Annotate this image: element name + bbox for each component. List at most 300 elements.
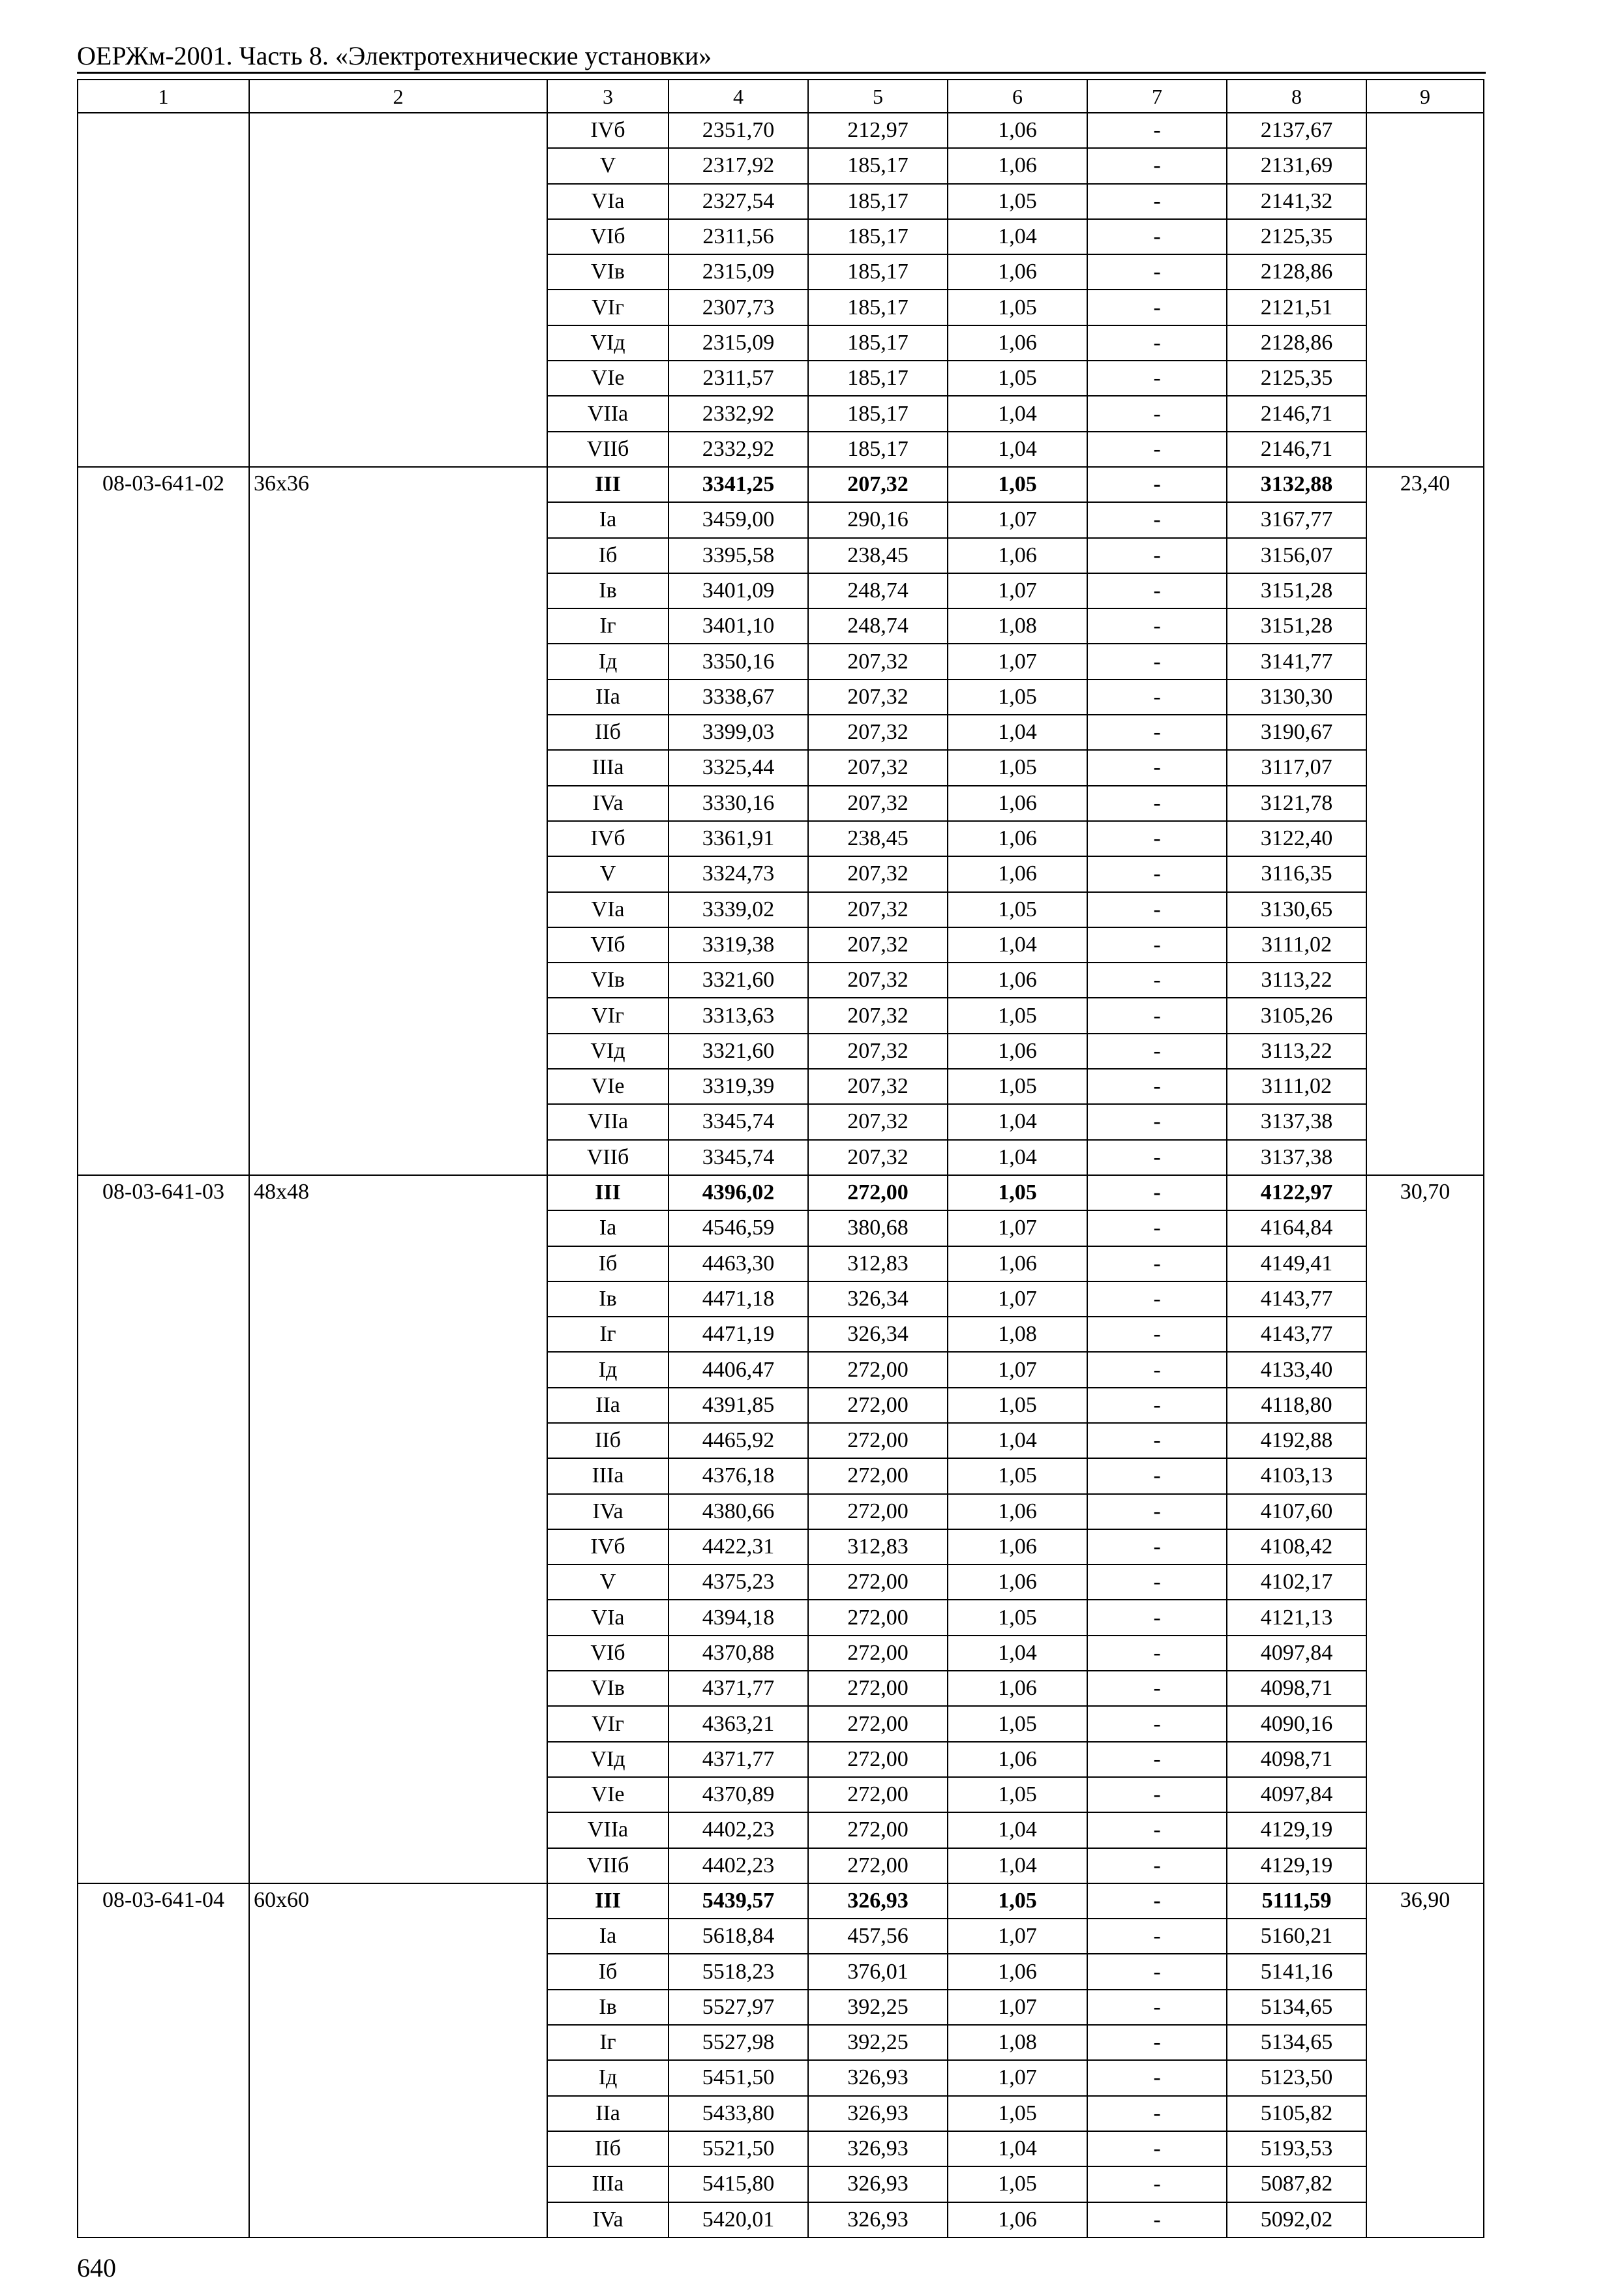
table-cell: VIб [547, 1636, 669, 1671]
table-cell: - [1087, 1210, 1227, 1246]
table-cell: 272,00 [808, 1777, 948, 1812]
table-cell: 4375,23 [669, 1564, 808, 1600]
table-cell: VIe [547, 1069, 669, 1104]
table-cell: Iв [547, 1281, 669, 1317]
table-cell: 1,04 [948, 1812, 1087, 1848]
table-cell: 380,68 [808, 1210, 948, 1246]
table-cell: 1,07 [948, 502, 1087, 537]
price-table [77, 79, 1484, 2238]
table-cell: 5092,02 [1227, 2202, 1366, 2237]
table-cell: 1,06 [948, 1742, 1087, 1777]
table-cell: 1,07 [948, 1990, 1087, 2025]
table-cell: 207,32 [808, 467, 948, 502]
table-cell: Iв [547, 1990, 669, 2025]
table-cell: 1,05 [948, 1706, 1087, 1741]
table-cell: 4402,23 [669, 1848, 808, 1883]
table-cell: - [1087, 963, 1227, 998]
table-cell: 272,00 [808, 1423, 948, 1458]
table-cell: 207,32 [808, 1069, 948, 1104]
table-cell: 4097,84 [1227, 1636, 1366, 1671]
table-cell: - [1087, 1883, 1227, 1919]
table-cell: 1,06 [948, 1494, 1087, 1529]
table-cell: 3324,73 [669, 856, 808, 891]
table-cell: 5420,01 [669, 2202, 808, 2237]
table-cell: 4107,60 [1227, 1494, 1366, 1529]
table-cell: Iд [547, 644, 669, 679]
table-cell: 4149,41 [1227, 1246, 1366, 1281]
table-cell: 185,17 [808, 325, 948, 361]
table-cell: - [1087, 1777, 1227, 1812]
table-cell: 4465,92 [669, 1423, 808, 1458]
table-cell: 185,17 [808, 254, 948, 290]
table-cell: 5433,80 [669, 2096, 808, 2131]
table-cell: 1,04 [948, 1140, 1087, 1175]
table-cell: Iг [547, 1317, 669, 1352]
table-cell: - [1087, 1317, 1227, 1352]
table-cell: 1,05 [948, 1388, 1087, 1423]
table-cell: - [1087, 644, 1227, 679]
table-cell: - [1087, 1671, 1227, 1706]
table-cell: 4391,85 [669, 1388, 808, 1423]
table-cell: - [1087, 2096, 1227, 2131]
table-cell: Ia [547, 1210, 669, 1246]
table-cell: 185,17 [808, 290, 948, 325]
table-cell: 207,32 [808, 892, 948, 927]
table-cell: 248,74 [808, 573, 948, 608]
table-cell: - [1087, 325, 1227, 361]
table-cell: 185,17 [808, 396, 948, 431]
table-cell: 272,00 [808, 1352, 948, 1387]
table-cell: 326,34 [808, 1281, 948, 1317]
header-rule [77, 72, 1486, 74]
table-cell: 1,06 [948, 1954, 1087, 1989]
table-cell: 4370,89 [669, 1777, 808, 1812]
table-cell: 326,34 [808, 1317, 948, 1352]
table-cell: - [1087, 1458, 1227, 1493]
table-cell: 3130,65 [1227, 892, 1366, 927]
table-cell: 4121,13 [1227, 1600, 1366, 1635]
table-cell: IIб [547, 1423, 669, 1458]
table-cell: 272,00 [808, 1812, 948, 1848]
table-cell: III [547, 1883, 669, 1919]
table-cell: 1,04 [948, 1636, 1087, 1671]
table-cell: 3313,63 [669, 998, 808, 1033]
item-size-cell: 48x48 [249, 1175, 547, 1883]
table-cell: 3338,67 [669, 680, 808, 715]
table-cell: 326,93 [808, 2131, 948, 2166]
table-cell: 3341,25 [669, 467, 808, 502]
table-cell: 4471,19 [669, 1317, 808, 1352]
table-cell: 2125,35 [1227, 361, 1366, 396]
table-cell: 272,00 [808, 1848, 948, 1883]
table-cell: 1,07 [948, 1281, 1087, 1317]
table-cell: 3361,91 [669, 821, 808, 856]
table-cell: 1,04 [948, 927, 1087, 963]
table-cell: 3167,77 [1227, 502, 1366, 537]
table-cell: 1,04 [948, 1423, 1087, 1458]
table-cell: 207,32 [808, 680, 948, 715]
table-row [78, 1175, 1484, 1210]
table-cell: - [1087, 1600, 1227, 1635]
table-cell: V [547, 856, 669, 891]
table-cell: 1,06 [948, 1671, 1087, 1706]
table-cell: Iд [547, 2060, 669, 2095]
table-cell: - [1087, 1954, 1227, 1989]
table-cell: 326,93 [808, 2060, 948, 2095]
table-cell: 3345,74 [669, 1104, 808, 1139]
table-cell: Iд [547, 1352, 669, 1387]
table-cell: VIe [547, 361, 669, 396]
table-cell: 4143,77 [1227, 1281, 1366, 1317]
table-cell: 2128,86 [1227, 325, 1366, 361]
table-cell: 1,05 [948, 467, 1087, 502]
table-cell: 1,05 [948, 1175, 1087, 1210]
table-cell: - [1087, 1104, 1227, 1139]
item-code-cell: 08-03-641-02 [78, 467, 249, 1175]
table-cell: 3105,26 [1227, 998, 1366, 1033]
table-cell: 4103,13 [1227, 1458, 1366, 1493]
table-cell: 2146,71 [1227, 432, 1366, 467]
table-cell: - [1087, 892, 1227, 927]
column-header: 8 [1227, 80, 1366, 113]
table-cell: VIб [547, 927, 669, 963]
table-cell: VIIa [547, 1104, 669, 1139]
table-cell: 2351,70 [669, 113, 808, 148]
table-cell: 2125,35 [1227, 219, 1366, 254]
table-cell: 5193,53 [1227, 2131, 1366, 2166]
table-cell: - [1087, 1281, 1227, 1317]
table-cell: 207,32 [808, 998, 948, 1033]
table-cell: 3339,02 [669, 892, 808, 927]
table-cell: 3117,07 [1227, 750, 1366, 785]
table-cell: 4396,02 [669, 1175, 808, 1210]
table-cell: Iб [547, 1954, 669, 1989]
table-cell: 4133,40 [1227, 1352, 1366, 1387]
table-cell: V [547, 148, 669, 183]
table-cell: 326,93 [808, 2202, 948, 2237]
table-cell: 1,04 [948, 715, 1087, 750]
table-cell: IIIa [547, 2166, 669, 2202]
table-cell: - [1087, 1742, 1227, 1777]
table-cell: IVб [547, 113, 669, 148]
table-cell: 207,32 [808, 786, 948, 821]
table-cell: 3319,39 [669, 1069, 808, 1104]
table-cell: 185,17 [808, 432, 948, 467]
table-cell: 2128,86 [1227, 254, 1366, 290]
table-cell: 4402,23 [669, 1812, 808, 1848]
table-cell: 4406,47 [669, 1352, 808, 1387]
table-cell: - [1087, 608, 1227, 644]
table-cell: 2141,32 [1227, 184, 1366, 219]
table-cell: 4394,18 [669, 1600, 808, 1635]
table-cell: 207,32 [808, 1140, 948, 1175]
table-cell: VIIб [547, 432, 669, 467]
table-cell: IIб [547, 715, 669, 750]
table-cell: 4422,31 [669, 1529, 808, 1564]
table-cell: - [1087, 821, 1227, 856]
table-cell: VIa [547, 892, 669, 927]
table-cell: IIa [547, 680, 669, 715]
table-cell: - [1087, 715, 1227, 750]
table-cell: 4090,16 [1227, 1706, 1366, 1741]
table-cell: VIб [547, 219, 669, 254]
table-cell: - [1087, 1069, 1227, 1104]
table-cell: 272,00 [808, 1671, 948, 1706]
table-cell: VIв [547, 254, 669, 290]
table-cell: 1,04 [948, 1848, 1087, 1883]
table-cell: 207,32 [808, 963, 948, 998]
table-cell: 3325,44 [669, 750, 808, 785]
table-cell: - [1087, 113, 1227, 148]
table-cell: 4118,80 [1227, 1388, 1366, 1423]
table-cell: 272,00 [808, 1742, 948, 1777]
table-cell: 238,45 [808, 538, 948, 573]
table-cell: VIIa [547, 1812, 669, 1848]
table-cell: 4371,77 [669, 1671, 808, 1706]
table-cell: 1,05 [948, 1458, 1087, 1493]
table-cell: 1,05 [948, 1600, 1087, 1635]
table-cell: VIIб [547, 1848, 669, 1883]
table-cell: 3121,78 [1227, 786, 1366, 821]
table-cell: 3321,60 [669, 1034, 808, 1069]
table-cell: 1,05 [948, 892, 1087, 927]
table-cell: 1,05 [948, 290, 1087, 325]
column-header: 5 [808, 80, 948, 113]
table-cell: 457,56 [808, 1919, 948, 1954]
table-cell: 4122,97 [1227, 1175, 1366, 1210]
table-cell: Iб [547, 538, 669, 573]
table-cell: - [1087, 502, 1227, 537]
table-cell: IVб [547, 821, 669, 856]
table-cell: 4164,84 [1227, 1210, 1366, 1246]
table-cell: 1,07 [948, 2060, 1087, 2095]
table-cell: 185,17 [808, 184, 948, 219]
table-cell: - [1087, 184, 1227, 219]
table-cell: 5123,50 [1227, 2060, 1366, 2095]
table-cell: 392,25 [808, 1990, 948, 2025]
column-header: 4 [669, 80, 808, 113]
table-cell: 1,06 [948, 1564, 1087, 1600]
table-cell: 1,05 [948, 750, 1087, 785]
table-cell: 3190,67 [1227, 715, 1366, 750]
table-cell: 1,05 [948, 1883, 1087, 1919]
table-cell: 2315,09 [669, 254, 808, 290]
table-cell: 1,06 [948, 254, 1087, 290]
table-cell: 1,04 [948, 1104, 1087, 1139]
table-cell: VIa [547, 1600, 669, 1635]
item-size-cell: 36x36 [249, 467, 547, 1175]
table-cell: - [1087, 2166, 1227, 2202]
table-cell: - [1087, 1494, 1227, 1529]
table-cell: 3321,60 [669, 963, 808, 998]
table-row [78, 1883, 1484, 1919]
table-cell: 3151,28 [1227, 608, 1366, 644]
table-cell: Ia [547, 1919, 669, 1954]
column-header: 3 [547, 80, 669, 113]
table-cell: 207,32 [808, 927, 948, 963]
table-cell: - [1087, 573, 1227, 608]
table-cell: 1,04 [948, 2131, 1087, 2166]
table-cell: VIIб [547, 1140, 669, 1175]
table-cell: Ia [547, 502, 669, 537]
table-cell: 5105,82 [1227, 2096, 1366, 2131]
item-col9-cell: 36,90 [1366, 1883, 1484, 2237]
item-col9-cell: 23,40 [1366, 467, 1484, 1175]
table-cell: - [1087, 1919, 1227, 1954]
table-cell: - [1087, 396, 1227, 431]
table-cell: 5087,82 [1227, 2166, 1366, 2202]
table-cell: 238,45 [808, 821, 948, 856]
table-cell: 4102,17 [1227, 1564, 1366, 1600]
table-cell: 3151,28 [1227, 573, 1366, 608]
table-cell: - [1087, 2025, 1227, 2060]
table-cell: 3116,35 [1227, 856, 1366, 891]
table-cell: 272,00 [808, 1494, 948, 1529]
table-cell: 392,25 [808, 2025, 948, 2060]
table-cell: 5141,16 [1227, 1954, 1366, 1989]
table-cell: VIe [547, 1777, 669, 1812]
table-cell: 1,06 [948, 786, 1087, 821]
page-number: 640 [77, 2253, 116, 2282]
table-cell: - [1087, 786, 1227, 821]
table-cell: VIг [547, 1706, 669, 1741]
table-cell: - [1087, 432, 1227, 467]
table-cell: 5111,59 [1227, 1883, 1366, 1919]
table-cell: - [1087, 1990, 1227, 2025]
column-header: 1 [78, 80, 249, 113]
table-cell: 326,93 [808, 2096, 948, 2131]
table-cell: 207,32 [808, 750, 948, 785]
table-cell: - [1087, 148, 1227, 183]
table-cell: - [1087, 2060, 1227, 2095]
table-cell: IVб [547, 1529, 669, 1564]
table-cell: 1,06 [948, 1246, 1087, 1281]
table-cell: VIг [547, 998, 669, 1033]
table-cell: 1,08 [948, 2025, 1087, 2060]
table-cell: 1,05 [948, 1777, 1087, 1812]
table-cell: - [1087, 1034, 1227, 1069]
table-cell: VIIa [547, 396, 669, 431]
table-cell: 2311,56 [669, 219, 808, 254]
table-cell: V [547, 1564, 669, 1600]
table-cell: Iб [547, 1246, 669, 1281]
table-cell: 1,06 [948, 538, 1087, 573]
table-cell: - [1087, 254, 1227, 290]
table-cell: 185,17 [808, 219, 948, 254]
table-cell: 1,07 [948, 644, 1087, 679]
table-cell: 1,05 [948, 2166, 1087, 2202]
table-cell: 3350,16 [669, 644, 808, 679]
table-cell: 1,04 [948, 396, 1087, 431]
table-cell: 3122,40 [1227, 821, 1366, 856]
table-cell: 1,06 [948, 113, 1087, 148]
table-cell: 272,00 [808, 1636, 948, 1671]
table-cell: 207,32 [808, 644, 948, 679]
table-cell: - [1087, 538, 1227, 573]
table-cell: Iг [547, 608, 669, 644]
table-cell: 5415,80 [669, 2166, 808, 2202]
table-cell: - [1087, 1564, 1227, 1600]
table-cell: - [1087, 1812, 1227, 1848]
table-cell: 3111,02 [1227, 1069, 1366, 1104]
table-cell: 2327,54 [669, 184, 808, 219]
table-cell: 5451,50 [669, 2060, 808, 2095]
table-cell: 2315,09 [669, 325, 808, 361]
table-cell: 4097,84 [1227, 1777, 1366, 1812]
table-cell: - [1087, 1636, 1227, 1671]
table-cell: III [547, 467, 669, 502]
table-row [78, 467, 1484, 502]
table-cell: 5134,65 [1227, 1990, 1366, 2025]
table-cell: 2137,67 [1227, 113, 1366, 148]
table-cell: 207,32 [808, 856, 948, 891]
table-cell: 272,00 [808, 1175, 948, 1210]
table-cell: 1,06 [948, 821, 1087, 856]
table-cell: 4098,71 [1227, 1671, 1366, 1706]
table-cell: - [1087, 1175, 1227, 1210]
table-cell: 272,00 [808, 1388, 948, 1423]
table-cell: VIд [547, 1034, 669, 1069]
table-cell: - [1087, 1529, 1227, 1564]
table-cell: 2146,71 [1227, 396, 1366, 431]
table-cell: Iв [547, 573, 669, 608]
table-cell: 3156,07 [1227, 538, 1366, 573]
table-cell: 2317,92 [669, 148, 808, 183]
table-cell: - [1087, 361, 1227, 396]
table-cell: 5527,97 [669, 1990, 808, 2025]
table-cell: IIб [547, 2131, 669, 2166]
table-cell: 1,04 [948, 432, 1087, 467]
column-header: 7 [1087, 80, 1227, 113]
table-cell: 1,05 [948, 1069, 1087, 1104]
table-cell: 4370,88 [669, 1636, 808, 1671]
table-cell: IIIa [547, 750, 669, 785]
table-cell: - [1087, 680, 1227, 715]
table-cell: 3401,09 [669, 573, 808, 608]
table-cell: Iг [547, 2025, 669, 2060]
table-cell: - [1087, 219, 1227, 254]
table-cell: 2131,69 [1227, 148, 1366, 183]
table-cell: 3330,16 [669, 786, 808, 821]
table-cell: IVa [547, 2202, 669, 2237]
table-cell: III [547, 1175, 669, 1210]
table-cell: 2332,92 [669, 396, 808, 431]
table-cell: 185,17 [808, 148, 948, 183]
table-cell: 3399,03 [669, 715, 808, 750]
table-cell: IVa [547, 786, 669, 821]
table-cell: 3319,38 [669, 927, 808, 963]
item-size-cell [249, 113, 547, 467]
table-cell: 4363,21 [669, 1706, 808, 1741]
table-cell: 1,06 [948, 963, 1087, 998]
table-cell: 1,06 [948, 2202, 1087, 2237]
table-cell: 4129,19 [1227, 1848, 1366, 1883]
table-cell: 3137,38 [1227, 1104, 1366, 1139]
table-cell: - [1087, 750, 1227, 785]
table-cell: 5518,23 [669, 1954, 808, 1989]
item-code-cell: 08-03-641-03 [78, 1175, 249, 1883]
table-cell: - [1087, 2202, 1227, 2237]
table-cell: 5618,84 [669, 1919, 808, 1954]
table-cell: 3141,77 [1227, 644, 1366, 679]
table-cell: - [1087, 998, 1227, 1033]
table-cell: VIд [547, 325, 669, 361]
table-cell: - [1087, 1848, 1227, 1883]
item-code-cell: 08-03-641-04 [78, 1883, 249, 2237]
table-cell: 3132,88 [1227, 467, 1366, 502]
table-cell: 1,06 [948, 856, 1087, 891]
table-cell: 272,00 [808, 1458, 948, 1493]
